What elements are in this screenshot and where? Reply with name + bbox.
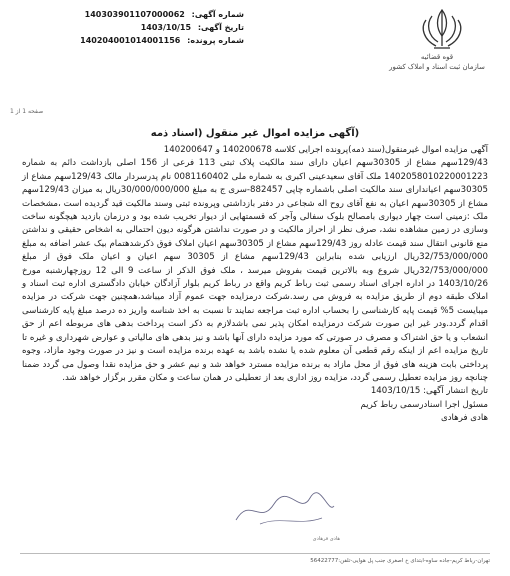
- ad-meta: [14, 8, 244, 47]
- office-address: تهران-رباط کریم-جاده ساوه-ابتدای خ اصغری جنب پل هوایی-تلفن:56422777: [310, 558, 490, 564]
- ad-number-row: [14, 8, 244, 21]
- signature-icon: [230, 486, 340, 532]
- ad-number-label: شماره آگهی:: [191, 10, 244, 19]
- signature-label: هادی فرهادی: [312, 536, 340, 542]
- iran-emblem-icon: [412, 6, 472, 52]
- document-header: [0, 0, 510, 80]
- ad-date: 1403/10/15: [140, 23, 192, 32]
- file-number: 140204001014001156: [80, 36, 181, 45]
- document-title: (آگهی مزایده اموال غیر منقول (اسناد ذمه: [150, 128, 360, 139]
- footer-divider: [20, 553, 490, 554]
- ad-date-row: [14, 21, 244, 34]
- officer-name: هادی فرهادی: [441, 413, 488, 424]
- page-number: صفحه 1 از 1: [10, 108, 44, 115]
- intro-paragraph: آگهی مزایده اموال غیرمنقول(سند ذمه)پرونده اجرایی کلاسه 140200678 و 140200647: [163, 145, 488, 155]
- publish-date: 1403/10/15: [370, 386, 421, 397]
- details-paragraph: 129/43سهم مشاع از 30305سهم اعیان دارای سند مالکیت پلاک ثبتی 113 فرعی از 156 اصلی بازداشت دائم به شماره 1402058010220001223 ملک آقای سعیدعینی اکبری به شماره ملی 0081160402 نام پدرسردار مالک 129/43سهم مشاع از 30305سهم اعیاندارای سند مالکیت اصلی باشماره چاپی 882457-سری ج به مبلغ 30/000/000/000ریال به میزان 129/43سهم مشاع از 30305سهم اعیان به نفع آقای روح اله شجاعی در دفتر بازداشتی وپرونده ثبتی وسند مالکیت قید گردیده است ،مشخصات ملک :زمینی است چهار دیواری بامصالح بلوک سفالی وآجر که قسمتهایی از دیوار تخریب شده بود و درزمان بازدید هیچگونه ساخت وسازی در زمین مشاهده نشد، صرف نظر از احراز مالکیت و در صورت نداشتن هرگونه دیون احتمالی به اشخاص حقیقی و نداشتن منع قانونی انتقال سند قیمت عادله روز 129/43سهم مشاع از 30305سهم اعیان املاک فوق ذکرشدهتمام بیک عشر اضافه به مبلغ 32/753/000/000ریال ارزیابی شده بنابراین 129/43سهم مشاع از 30305 سهم اعیان و اعیان ملک فوق از مبلغ 32/753/000/000ریال شروع وبه بالاترین قیمت بفروش میرسد ، ملک فوق الذکر از ساعت 9 الی 12 روزچهارشنبه مورخ 1403/10/26 در اداره اجرای اسناد رسمی ثبت رباط کریم واقع در رباط کریم بلوار آزادگان خیابان دادگستری اداره ثبت اسناد و املاک طبقه دوم از طریق مزایده به فروش می رسد.شرکت درمزایده جهت عموم آزاد میباشد،همچنین جهت شرکت در مزایده میبایست 5% قیمت پایه کارشناسی را بحساب اداره ثبت مراجعه نمایند تا نسبت به اخذ شناسه واریز ده درصد مبلغ پایه کارشناسی اقدام گردد.ودر غیر این صورت شرکت درمزایده امکان پذیر نمی باشدلازم به ذکر است پرداخت بدهی های مربوطه اعم از حق انشعاب و یا حق اشتراک و مصرف در صورتی که مورد مزایده دارای آنها باشد و نیز بدهی های مالیاتی و عوارض شهرداری و غیره تا تاریخ مزایده اعم از اینکه رقم قطعی آن معلوم شده یا نشده باشد به عهده برنده مزایده است و نیز در صورت وجود مازاد، وجوه پرداختی بابت هزینه های فوق از محل مازاد به برنده مزایده مسترد خواهد شد و نیم عشر و حق مزایده نقدا وصول می گردد ضمنا چنانچه روز مزایده تعطیل رسمی گردد، مزایده روز اداری بعد از تعطیلی در همان ساعت و مکان مقرر برگزار خواهد شد.: [22, 158, 489, 383]
- org-line-registry: سازمان ثبت اسناد و املاک کشور: [389, 63, 485, 71]
- auction-body: [22, 144, 488, 426]
- ad-number: 140303901107000062: [84, 10, 185, 19]
- ad-date-label: تاریخ آگهی:: [197, 23, 244, 32]
- publish-date-label: تاریخ انتشار آگهی:: [423, 386, 488, 397]
- file-number-label: شماره پرونده:: [187, 36, 244, 45]
- signature-area: [20, 478, 490, 552]
- organization-name: [372, 52, 502, 72]
- org-line-judiciary: قوه قضائیه: [420, 53, 454, 61]
- file-number-row: [14, 34, 244, 47]
- officer-title: مسئول اجرا اسنادرسمی رباط کریم: [360, 399, 488, 410]
